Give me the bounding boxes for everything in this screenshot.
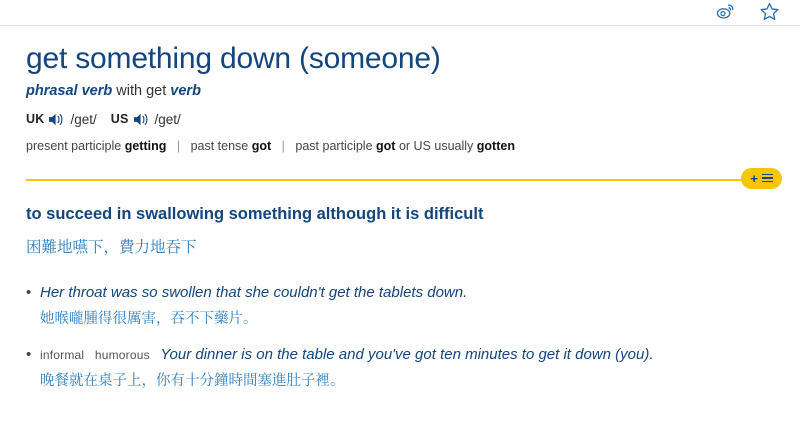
example-chinese: 她喉嚨腫得很厲害，吞不下藥片。 xyxy=(40,311,258,328)
list-item xyxy=(26,282,774,330)
usage-label-informal: informal xyxy=(40,348,85,363)
part-of-speech-line xyxy=(26,83,774,99)
inflection-label-participle: past participle xyxy=(295,138,373,153)
dictionary-entry xyxy=(0,26,800,392)
favorite-star-icon[interactable] xyxy=(758,0,780,22)
bullet-icon: • xyxy=(26,346,32,364)
us-ipa: /ɡet/ xyxy=(154,111,181,127)
toolbar-icon-group xyxy=(714,0,780,22)
example-english xyxy=(40,344,774,366)
uk-audio-speaker-icon[interactable] xyxy=(48,112,65,127)
inflection-label-past: past tense xyxy=(190,138,249,153)
inflection-form-participle-us: gotten xyxy=(476,138,515,153)
us-region-label: US xyxy=(110,112,129,126)
definition-text: to succeed in swallowing something although it is difficult xyxy=(26,204,484,223)
list-item xyxy=(26,344,774,392)
example-english: Her throat was so swollen that she couldn't get the tablets down. xyxy=(40,284,468,302)
top-toolbar xyxy=(0,0,800,26)
page-title: get something down (someone) xyxy=(26,42,441,75)
inflection-label-present: present participle xyxy=(26,138,122,153)
inflection-separator: | xyxy=(281,138,285,153)
list-icon xyxy=(762,172,773,185)
uk-ipa: /ɡet/ xyxy=(70,111,97,127)
inflection-form-participle: got xyxy=(376,138,396,153)
with-text: with get xyxy=(116,82,167,99)
usage-label-humorous: humorous xyxy=(94,348,150,363)
example-body xyxy=(40,344,774,392)
plus-icon: + xyxy=(750,170,758,186)
uk-region-label: UK xyxy=(26,112,45,126)
example-body xyxy=(40,282,774,330)
part-of-speech: phrasal verb xyxy=(26,82,113,99)
divider-line xyxy=(26,179,774,181)
definition-translation: 困難地嚥下，費力地吞下 xyxy=(26,238,197,256)
add-to-wordlist-button[interactable] xyxy=(741,168,782,189)
example-chinese: 晚餐就在桌子上，你有十分鐘時間塞進肚子裡。 xyxy=(40,372,345,389)
with-part-of-speech: verb xyxy=(170,82,201,99)
example-labels xyxy=(40,348,160,362)
examples-list xyxy=(26,282,774,392)
inflection-form-past: got xyxy=(251,138,272,153)
inflection-separator: | xyxy=(176,138,181,153)
weibo-share-icon[interactable] xyxy=(714,0,736,22)
example-english-text: Your dinner is on the table and you've got ten minutes to get it down (you). xyxy=(160,346,654,364)
inflection-form-present: getting xyxy=(124,138,167,153)
pronunciation-row xyxy=(26,112,774,127)
bullet-icon: • xyxy=(26,284,32,302)
inflection-extra-note: or US usually xyxy=(398,138,474,153)
section-divider xyxy=(26,170,774,186)
inflections-row xyxy=(26,139,774,153)
us-audio-speaker-icon[interactable] xyxy=(133,112,150,127)
